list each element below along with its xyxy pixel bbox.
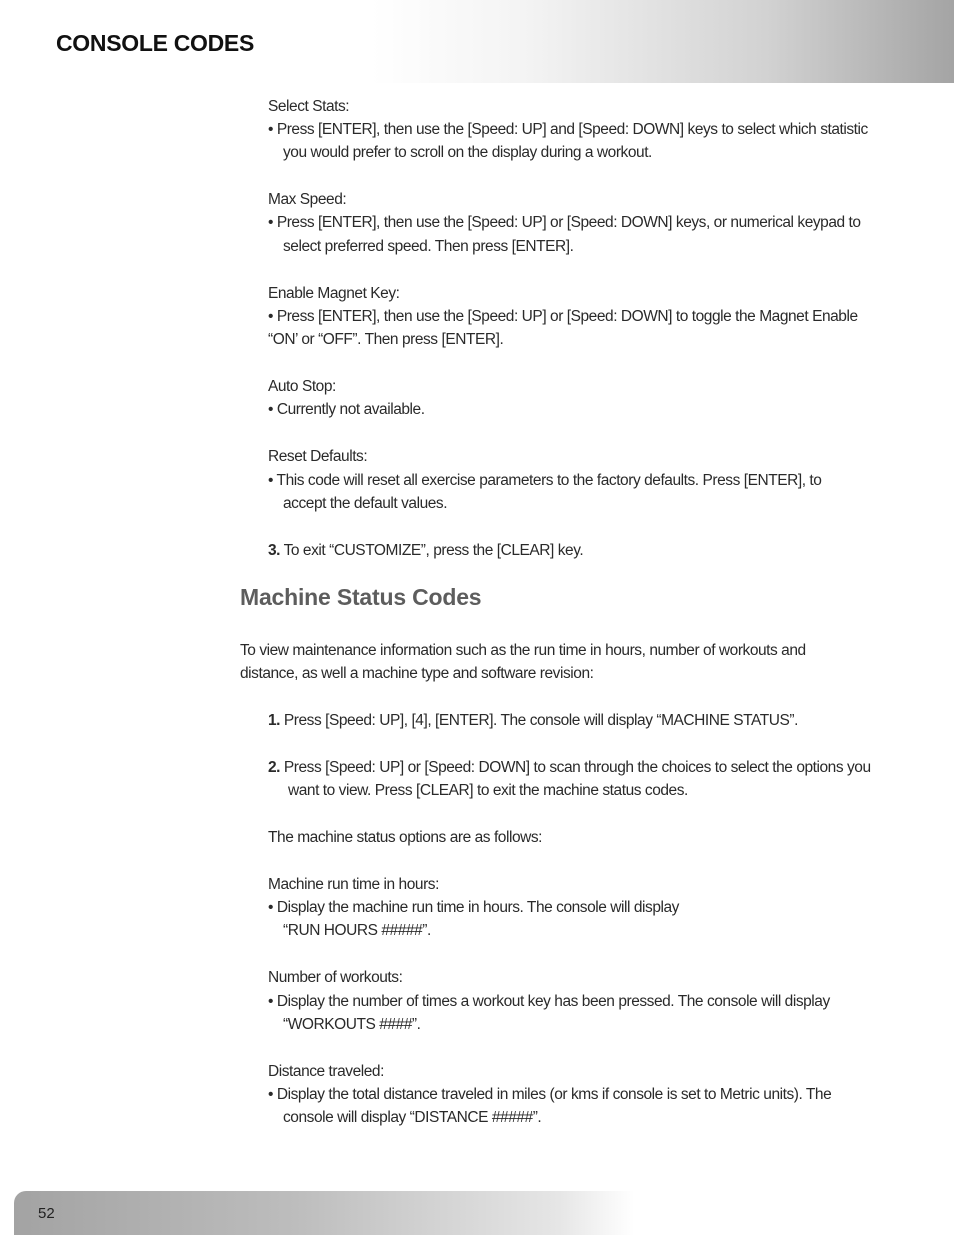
step-number: 3. — [268, 542, 281, 559]
machine-status-intro-line-2: distance, as well a machine type and software revision: — [240, 665, 594, 682]
auto-stop-bullet-line-1: • Currently not available. — [268, 401, 425, 418]
step-text: Press [Speed: UP], [4], [ENTER]. The console will display “MACHINE STATUS”. — [280, 712, 798, 729]
step-number: 1. — [268, 712, 281, 729]
reset-defaults-bullet-line-1: • This code will reset all exercise parameters to the factory defaults. Press [ENTER], to — [268, 472, 822, 489]
page-number: 52 — [38, 1205, 55, 1222]
customize-step-3 — [268, 539, 583, 562]
max-speed-label: Max Speed: — [268, 191, 347, 208]
machine-status-intro-line-1: To view maintenance information such as the run time in hours, number of workouts and — [240, 642, 806, 659]
max-speed-bullet-line-2: select preferred speed. Then press [ENTER]. — [283, 238, 574, 255]
select-stats-label: Select Stats: — [268, 98, 350, 115]
select-stats-bullet-line-1: • Press [ENTER], then use the [Speed: UP] and [Speed: DOWN] keys to select which statistic — [268, 121, 868, 138]
reset-defaults-bullet-line-2: accept the default values. — [283, 495, 448, 512]
run-time-label: Machine run time in hours: — [268, 876, 439, 893]
run-time-bullet-line-2: “RUN HOURS #####”. — [283, 922, 431, 939]
distance-bullet-line-1: • Display the total distance traveled in miles (or kms if console is set to Metric units). The — [268, 1086, 832, 1103]
run-time-bullet-line-1: • Display the machine run time in hours. The console will display — [268, 899, 679, 916]
distance-bullet-line-2: console will display “DISTANCE #####”. — [283, 1109, 542, 1126]
machine-status-step-2-line-2: want to view. Press [CLEAR] to exit the machine status codes. — [288, 782, 688, 799]
distance-label: Distance traveled: — [268, 1063, 384, 1080]
reset-defaults-label: Reset Defaults: — [268, 448, 368, 465]
workouts-label: Number of workouts: — [268, 969, 403, 986]
select-stats-bullet-line-2: you would prefer to scroll on the display during a workout. — [283, 144, 652, 161]
machine-status-step-2 — [268, 756, 871, 779]
magnet-key-bullet-line-2: “ON’ or “OFF”. Then press [ENTER]. — [268, 331, 504, 348]
step-text: To exit “CUSTOMIZE”, press the [CLEAR] key. — [280, 542, 584, 559]
machine-status-options-intro: The machine status options are as follows: — [268, 829, 543, 846]
workouts-bullet-line-1: • Display the number of times a workout key has been pressed. The console will display — [268, 993, 830, 1010]
footer-band — [14, 1191, 954, 1235]
page-header-title: CONSOLE CODES — [56, 30, 255, 56]
step-text: Press [Speed: UP] or [Speed: DOWN] to scan through the choices to select the options you — [280, 759, 871, 776]
magnet-key-bullet-line-1: • Press [ENTER], then use the [Speed: UP] or [Speed: DOWN] to toggle the Magnet Enable — [268, 308, 858, 325]
max-speed-bullet-line-1: • Press [ENTER], then use the [Speed: UP] or [Speed: DOWN] keys, or numerical keypad to — [268, 214, 861, 231]
auto-stop-label: Auto Stop: — [268, 378, 336, 395]
section-heading-machine-status: Machine Status Codes — [240, 584, 482, 610]
step-number: 2. — [268, 759, 281, 776]
machine-status-step-1 — [268, 709, 798, 732]
workouts-bullet-line-2: “WORKOUTS ####”. — [283, 1016, 421, 1033]
magnet-key-label: Enable Magnet Key: — [268, 285, 400, 302]
